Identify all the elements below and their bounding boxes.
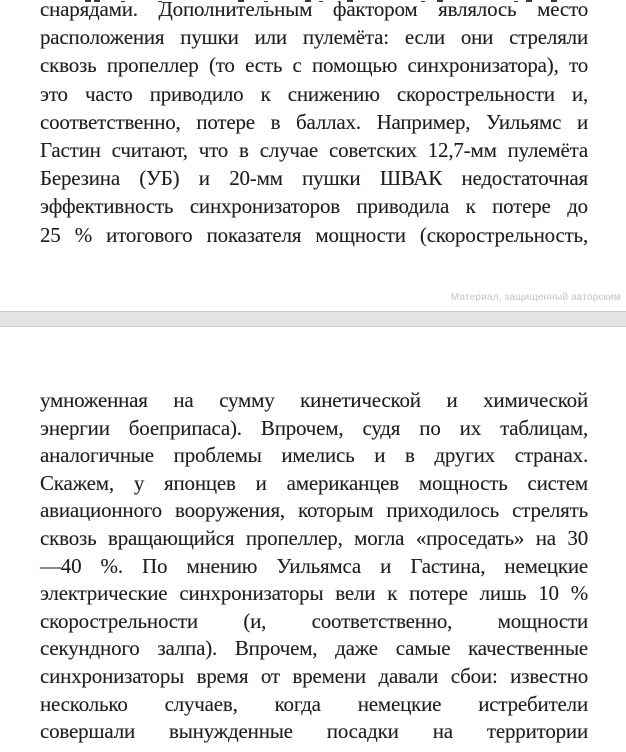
- text-line: сквозь пропеллер (то есть с помощью синхронизатора), то: [40, 53, 588, 78]
- text-line: совершали вынужденные посадки на территории: [40, 719, 588, 744]
- text-line: —40 %. По мнению Уильямса и Гастина, немецкие: [40, 553, 588, 578]
- text-line: расположения пушки или пулемёта: если они стреляли: [40, 25, 588, 50]
- clipped-line-remnant: [0, 0, 6, 3]
- text-line: несколько случаев, когда немецкие истребители: [40, 691, 588, 716]
- text-line: аналогичные проблемы имелись и в других странах.: [40, 443, 588, 468]
- text-line: сквозь вращающийся пропеллер, могла «проседать» на 30: [40, 525, 588, 550]
- text-line: секундного залпа). Впрочем, даже самые качественные: [40, 636, 588, 661]
- text-line: 25 % итогового показателя мощности (скорострельность,: [40, 222, 588, 247]
- text-line: эффективность синхронизаторов приводила к потере до: [40, 194, 588, 219]
- page-top-text-block: [40, 0, 588, 249]
- text-line: это часто приводило к снижению скорострельности и,: [40, 81, 588, 106]
- page-break-divider: [0, 311, 626, 327]
- text-line: умноженная на сумму кинетической и химической: [40, 388, 588, 412]
- page-bottom-text-block: [40, 387, 588, 746]
- text-line: скорострельности (и, соответственно, мощности: [40, 608, 588, 633]
- text-line: Скажем, у японцев и американцев мощность систем: [40, 470, 588, 495]
- copyright-watermark: Материал, защищенный авторским: [450, 292, 621, 303]
- text-line: соответственно, потере в баллах. Например, Уильямс и: [40, 109, 588, 134]
- text-line: синхронизаторы время от времени давали сбои: известно: [40, 663, 588, 688]
- text-line: энергии боеприпаса). Впрочем, судя по их таблицам,: [40, 415, 588, 440]
- text-line: Гастин считают, что в случае советских 12,7-мм пулемёта: [40, 138, 588, 163]
- text-line: снарядами. Дополнительным фактором являлось место: [40, 0, 588, 21]
- text-line: Березина (УБ) и 20-мм пушки ШВАК недостаточная: [40, 166, 588, 191]
- text-line: авиационного вооружения, которым приходилось стрелять: [40, 498, 588, 523]
- text-line: электрические синхронизаторы вели к потере лишь 10 %: [40, 581, 588, 606]
